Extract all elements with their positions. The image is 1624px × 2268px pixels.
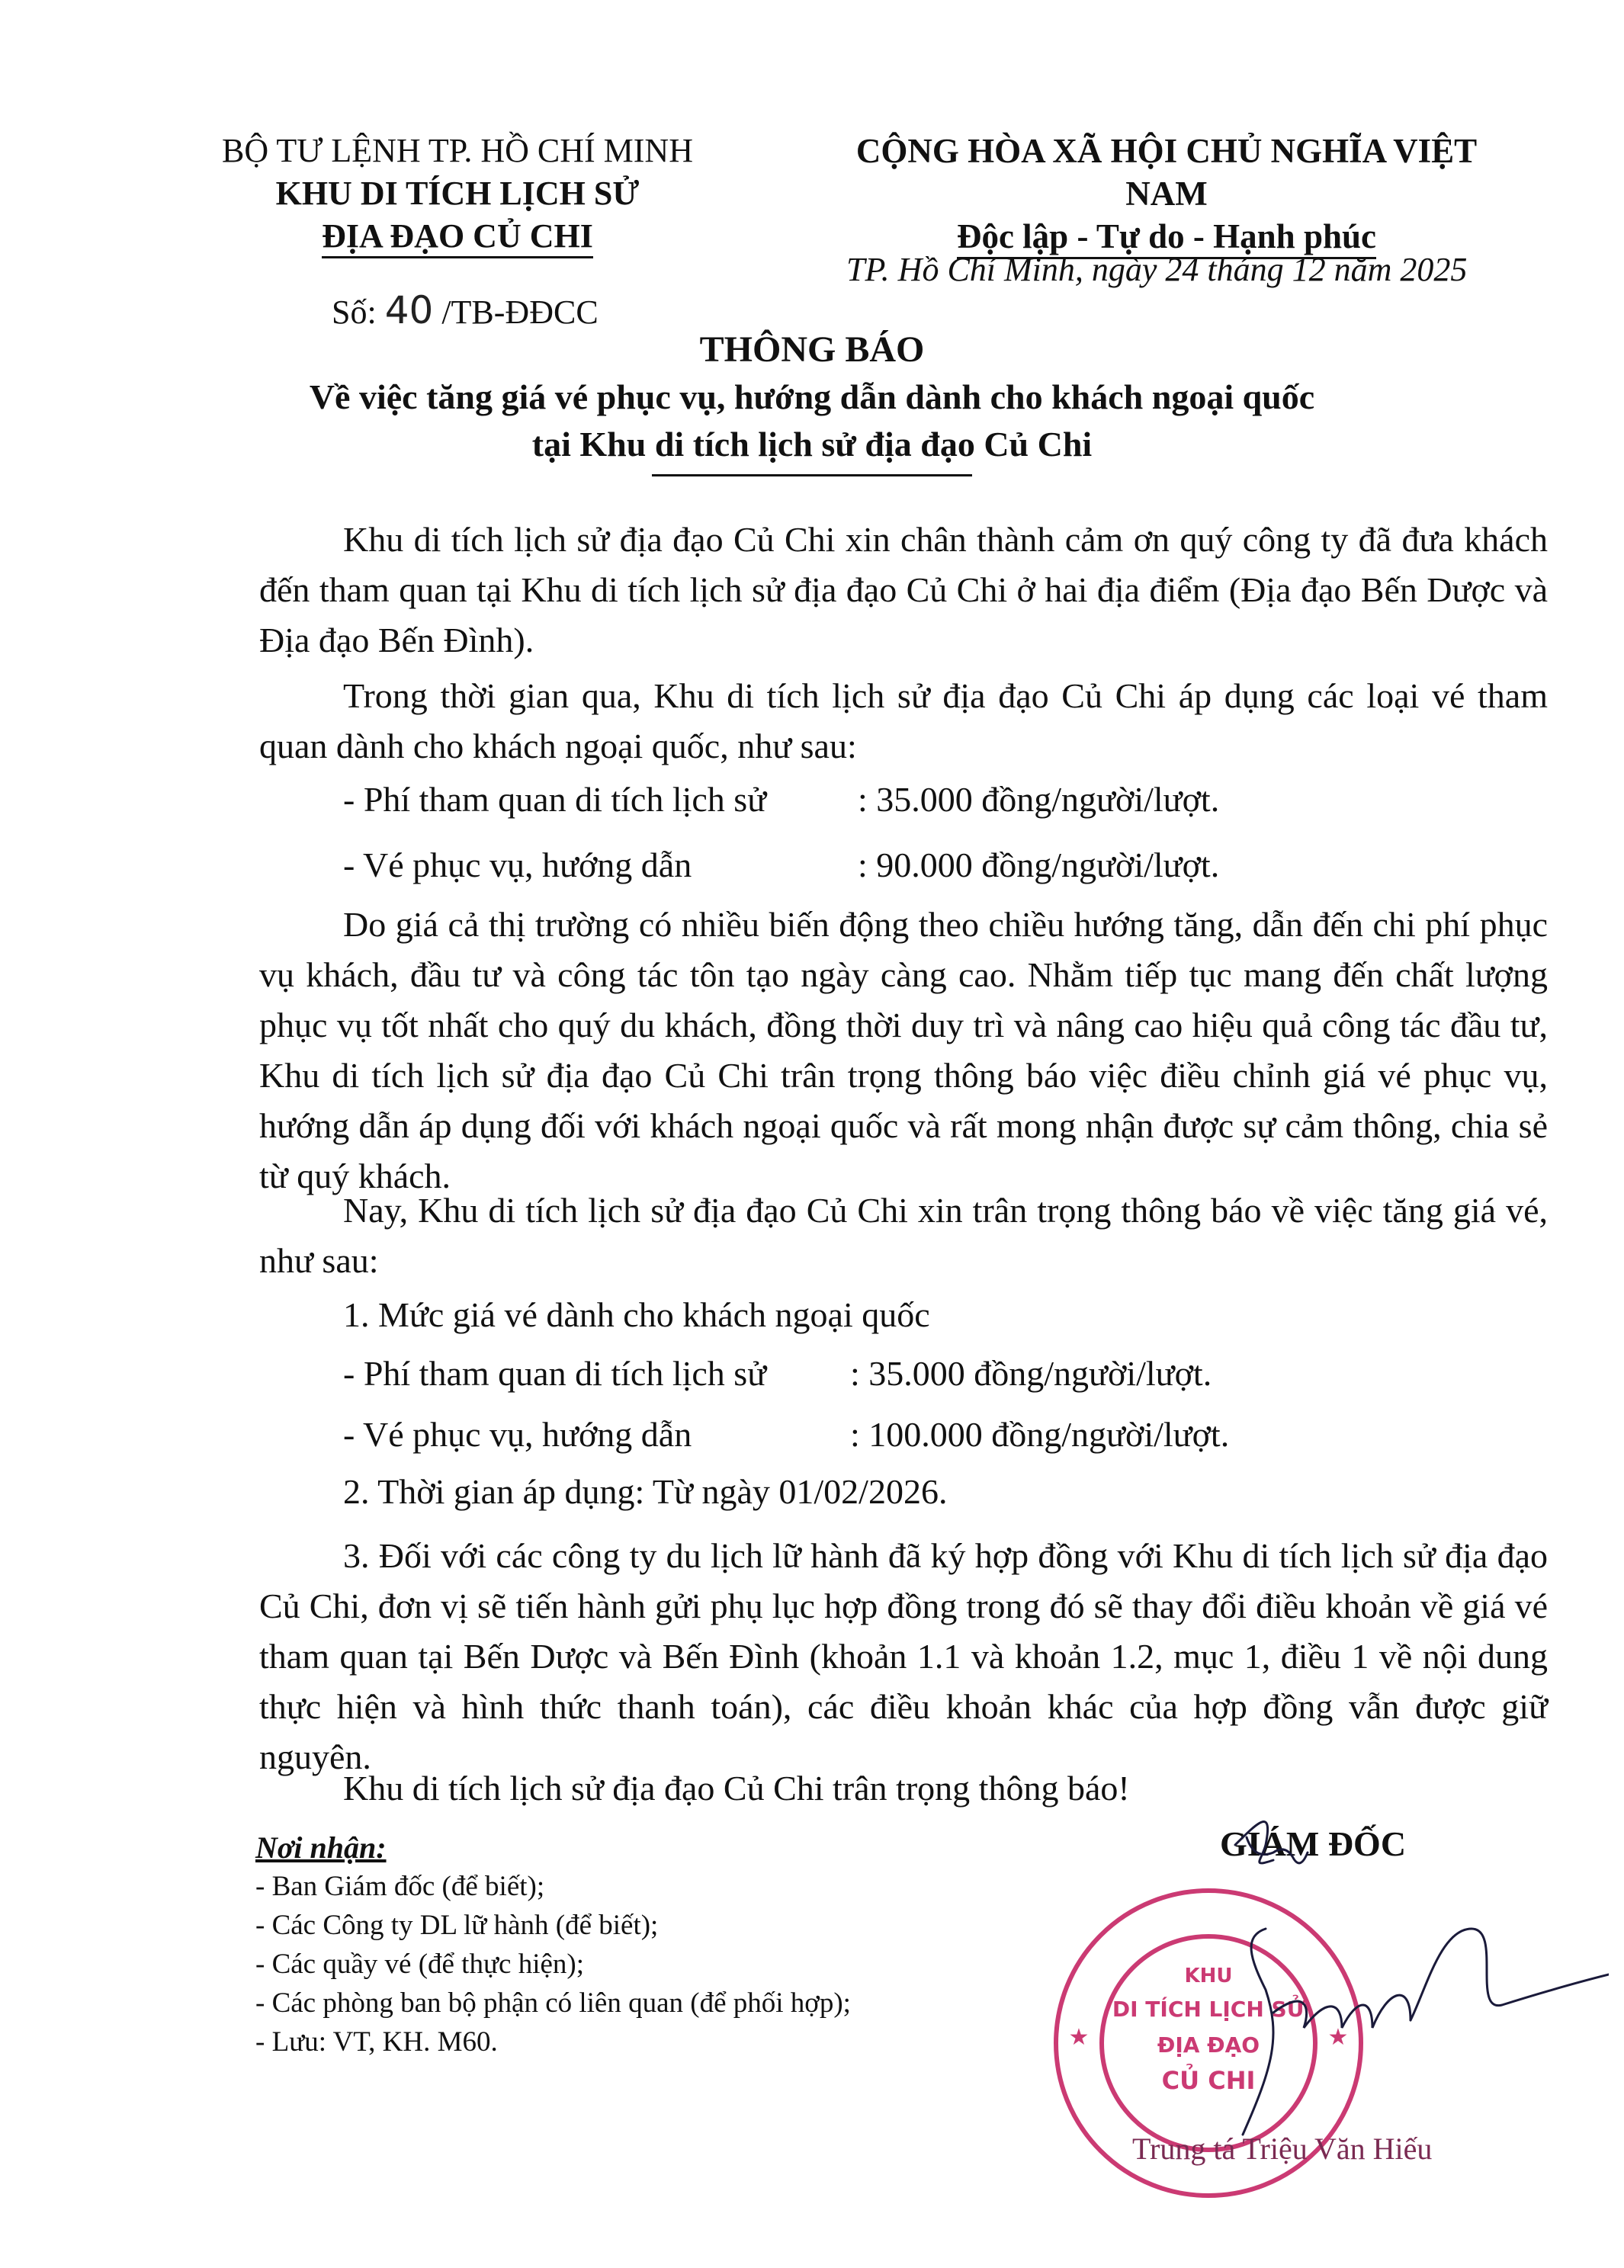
- title-underline: [652, 474, 972, 476]
- paragraph-2-text: Trong thời gian qua, Khu di tích lịch sử địa đạo Củ Chi áp dụng các loại vé tham quan dành cho khách ngoại quốc, như sau:: [259, 676, 1548, 765]
- item-3: [259, 1531, 1548, 1782]
- notice-subject-1: Về việc tăng giá vé phục vụ, hướng dẫn dành cho khách ngoại quốc: [309, 377, 1315, 416]
- national-motto-block: [823, 130, 1510, 258]
- new-fee-1-label: - Phí tham quan di tích lịch sử: [343, 1354, 767, 1393]
- old-fee-2-value: : 90.000 đồng/người/lượt.: [858, 845, 1220, 884]
- closing: [259, 1763, 1548, 1814]
- new-fee-2-value: : 100.000 đồng/người/lượt.: [850, 1415, 1230, 1454]
- old-fee-2-label: - Vé phục vụ, hướng dẫn: [343, 845, 692, 884]
- recipients-block: [255, 1828, 851, 2061]
- svg-text:ĐỊA ĐẠO: ĐỊA ĐẠO: [1157, 2032, 1260, 2058]
- recipients-heading: Nơi nhận:: [255, 1830, 387, 1865]
- issuer-line-1: BỘ TƯ LỆNH TP. HỒ CHÍ MINH: [222, 132, 693, 169]
- signatory-name: Trung tá Triệu Văn Hiếu: [1132, 2132, 1433, 2166]
- recipient-item: - Ban Giám đốc (để biết);: [255, 1871, 545, 1902]
- paragraph-2: [259, 671, 1548, 772]
- nation-name: CỘNG HÒA XÃ HỘI CHỦ NGHĨA VIỆT NAM: [855, 132, 1478, 213]
- item-1: 1. Mức giá vé dành cho khách ngoại quốc: [343, 1295, 930, 1334]
- issuer-line-2: KHU DI TÍCH LỊCH SỬ: [275, 175, 640, 212]
- paragraph-4-text: Nay, Khu di tích lịch sử địa đạo Củ Chi xin trân trọng thông báo về việc tăng giá vé, như sau:: [259, 1191, 1548, 1280]
- recipient-item: - Các Công ty DL lữ hành (để biết);: [255, 1910, 659, 1941]
- notice-title-block: [152, 326, 1472, 476]
- recipient-item: - Lưu: VT, KH. M60.: [255, 2026, 498, 2058]
- paragraph-1: [259, 515, 1548, 666]
- new-fee-2-label: - Vé phục vụ, hướng dẫn: [343, 1415, 692, 1454]
- ref-prefix: Số:: [332, 294, 377, 331]
- paragraph-3-text: Do giá cả thị trường có nhiều biến động theo chiều hướng tăng, dẫn đến chi phí phục vụ khách, đầu tư và công tác tôn tạo ngày càng cao. Nhằm tiếp tục mang đến chất lượng phục vụ tốt nhất cho quý du khách, đồng thời duy trì và nâng cao hiệu quả công tác đầu tư, Khu di tích lịch sử địa đạo Củ Chi trân trọng thông báo việc điều chỉnh giá vé phục vụ, hướng dẫn áp dụng đối với khách ngoại quốc và rất mong nhận được sự cảm thông, chia sẻ từ quý khách.: [259, 905, 1548, 1195]
- ref-number-handwritten: 40: [384, 288, 434, 332]
- issuer-name: ĐỊA ĐẠO CỦ CHI: [322, 217, 593, 258]
- item-3-text: 3. Đối với các công ty du lịch lữ hành đã ký hợp đồng với Khu di tích lịch sử địa đạo Củ Chi, đơn vị sẽ tiến hành gửi phụ lục hợp đồng trong đó sẽ thay đổi điều khoản về giá vé tham quan tại Bến Dược và Bến Đình (khoản 1.1 và khoản 1.2, mục 1, điều 1 về nội dung thực hiện và hình thức thanh toán), các điều khoản khác của hợp đồng vẫn được giữ nguyên.: [259, 1536, 1548, 1776]
- closing-text: Khu di tích lịch sử địa đạo Củ Chi trân trọng thông báo!: [343, 1769, 1130, 1808]
- svg-text:★: ★: [1327, 2024, 1349, 2051]
- handwritten-signature-icon: [984, 1814, 1609, 2165]
- svg-text:★: ★: [1068, 2024, 1090, 2051]
- svg-text:CỦ CHI: CỦ CHI: [1161, 2066, 1256, 2095]
- issuer-line-3: [183, 215, 732, 258]
- recipient-item: - Các phòng ban bộ phận có liên quan (để phối hợp);: [255, 1987, 851, 2019]
- notice-heading: THÔNG BÁO: [699, 329, 925, 370]
- svg-text:KHU: KHU: [1184, 1965, 1233, 1987]
- motto: Độc lập - Tự do - Hạnh phúc: [957, 217, 1376, 259]
- notice-subject-2: tại Khu di tích lịch sử địa đạo Củ Chi: [531, 425, 1093, 464]
- issue-date: TP. Hồ Chí Minh, ngày 24 tháng 12 năm 2025: [846, 251, 1468, 288]
- paragraph-4: [259, 1185, 1548, 1286]
- recipient-item: - Các quầy vé (để thực hiện);: [255, 1949, 584, 1980]
- item-2: 2. Thời gian áp dụng: Từ ngày 01/02/2026.: [343, 1472, 948, 1511]
- ref-suffix: /TB-ĐĐCC: [441, 294, 599, 331]
- old-fee-1-label: - Phí tham quan di tích lịch sử: [343, 780, 767, 819]
- signatory-title: GIÁM ĐỐC: [1220, 1824, 1407, 1863]
- new-fee-1-value: : 35.000 đồng/người/lượt.: [850, 1354, 1212, 1393]
- paragraph-1-text: Khu di tích lịch sử địa đạo Củ Chi xin chân thành cảm ơn quý công ty đã đưa khách đến tham quan tại Khu di tích lịch sử địa đạo Củ Chi ở hai địa điểm (Địa đạo Bến Dược và Địa đạo Bến Đình).: [259, 520, 1548, 659]
- svg-text:DI TÍCH LỊCH SỬ: DI TÍCH LỊCH SỬ: [1112, 1997, 1305, 2022]
- old-fee-1-value: : 35.000 đồng/người/lượt.: [858, 780, 1220, 819]
- issuer-block: [183, 130, 732, 258]
- paragraph-3: [259, 900, 1548, 1201]
